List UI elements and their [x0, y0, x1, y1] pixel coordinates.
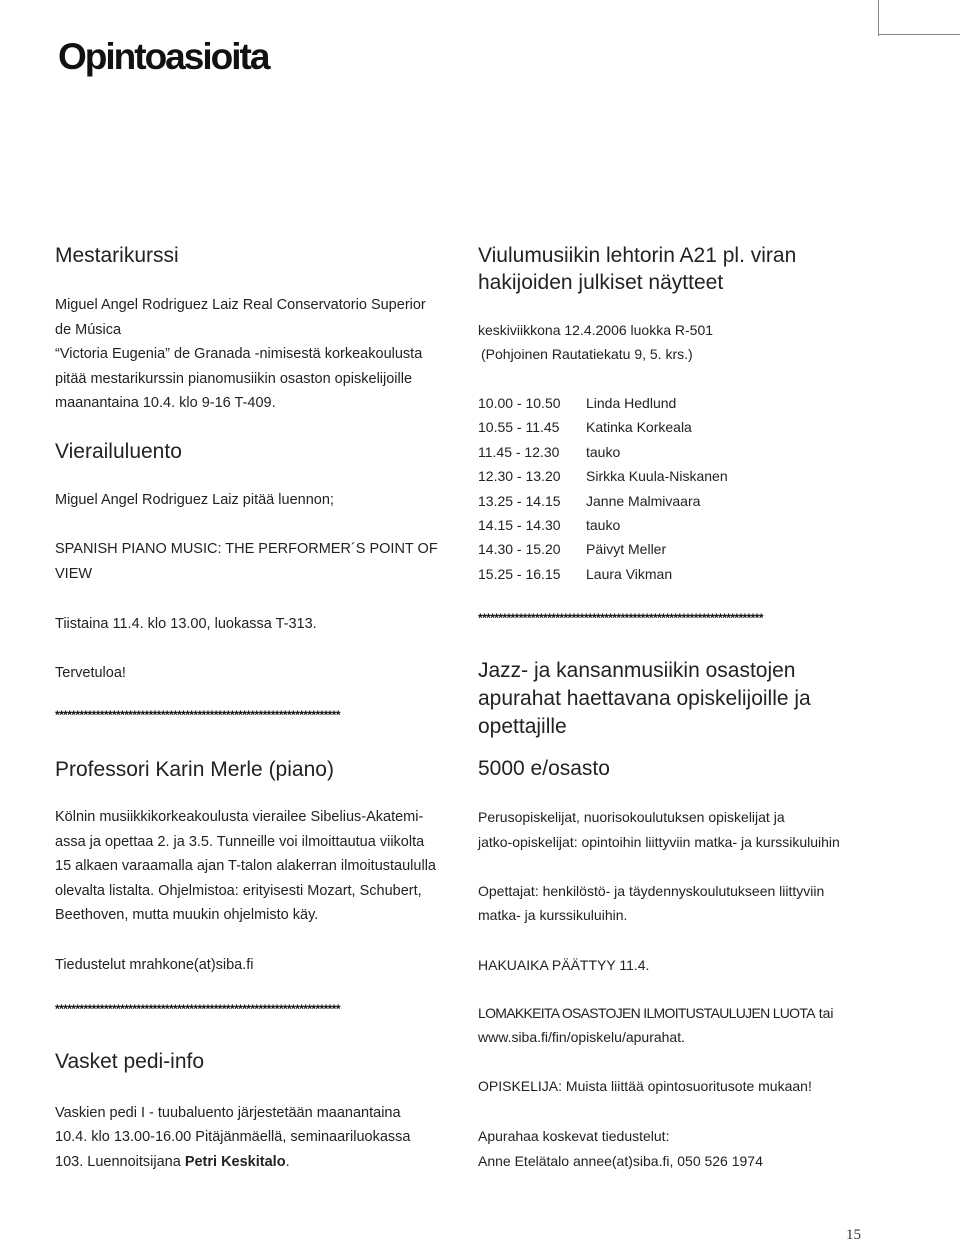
- schedule-time: 10.00 - 10.50: [478, 395, 561, 411]
- schedule-time: 14.30 - 15.20: [478, 541, 561, 558]
- schedule-name: Linda Hedlund: [586, 395, 677, 411]
- text-line: “Victoria Eugenia” de Granada -nimisestä korkeakoulusta: [55, 346, 423, 362]
- vasket-line-prefix: 103. Luennoitsijana: [55, 1154, 185, 1170]
- text-line: maanantaina 10.4. klo 9-16 T-409.: [55, 395, 276, 411]
- professori-contact: Tiedustelut mrahkone(at)siba.fi: [55, 957, 254, 973]
- welcome-text: Tervetuloa!: [55, 665, 126, 681]
- separator: **********************************************************************: [55, 708, 340, 722]
- inquiries-label: Apurahaa koskevat tiedustelut:: [478, 1128, 670, 1144]
- students-line: jatko-opiskelijat: opintoihin liittyviin matka- ja kurssikuluihin: [478, 834, 840, 850]
- grant-amount: 5000 e/osasto: [478, 757, 610, 780]
- schedule-name: Päivyt Meller: [586, 541, 667, 558]
- vierailuluento-intro: Miguel Angel Rodriguez Laiz pitää luennon;: [55, 492, 334, 508]
- jazz-heading-line: apurahat haettavana opiskelijoille ja: [478, 687, 811, 710]
- viulu-heading-line: hakijoiden julkiset näytteet: [478, 271, 724, 294]
- forms-url: www.siba.fi/fin/opiskelu/apurahat.: [478, 1029, 685, 1045]
- schedule-name: Katinka Korkeala: [586, 419, 692, 436]
- schedule-time: 15.25 - 16.15: [478, 565, 561, 582]
- mestarikurssi-text: [55, 293, 426, 416]
- page-title: Opintoasioita: [58, 36, 269, 77]
- lecturer-name: Petri Keskitalo: [184, 1154, 286, 1170]
- schedule-name: tauko: [586, 517, 621, 533]
- text-line: de Música: [55, 321, 122, 338]
- lecture-time: Tiistaina 11.4. klo 13.00, luokassa T-313.: [55, 616, 317, 632]
- audition-place: (Pohjoinen Rautatiekatu 9, 5. krs.): [481, 346, 693, 362]
- students-line: Perusopiskelijat, nuorisokoulutuksen opiskelijat ja: [478, 809, 785, 825]
- professori-text: [55, 805, 436, 928]
- forms-caps: LOMAKKEITA OSASTOJEN ILMOITUSTAULUJEN LUOTA: [478, 1005, 815, 1021]
- lecture-title-line: SPANISH PIANO MUSIC: THE PERFORMER´S POINT OF: [55, 541, 438, 557]
- lecture-title-line: VIEW: [55, 566, 93, 582]
- deadline: HAKUAIKA PÄÄTTYY 11.4.: [478, 957, 650, 973]
- schedule-name: Sirkka Kuula-Niskanen: [586, 468, 728, 485]
- teachers-line: Opettajat: henkilöstö- ja täydennyskoulutukseen liittyviin: [478, 883, 825, 899]
- schedule-time: 12.30 - 13.20: [478, 468, 561, 485]
- jazz-heading-line: Jazz- ja kansanmusiikin osastojen: [478, 659, 796, 682]
- page-number: 15: [846, 1227, 861, 1243]
- text-line: Kölnin musiikkikorkeakoulusta vierailee Sibelius-Akatemi-: [55, 809, 424, 825]
- schedule-name: Janne Malmivaara: [586, 492, 701, 509]
- vasket-heading: Vasket pedi-info: [55, 1050, 205, 1073]
- schedule-time: 11.45 - 12.30: [478, 443, 560, 460]
- text-line: 15 alkaen varaamalla ajan T-talon alakerran ilmoitustaululla: [55, 858, 436, 874]
- crop-mark: [878, 0, 879, 36]
- schedule-time: 14.15 - 14.30: [478, 517, 561, 533]
- jazz-heading-line: opettajille: [478, 715, 567, 738]
- forms-line: [478, 1001, 834, 1025]
- mestarikurssi-heading: Mestarikurssi: [55, 244, 179, 267]
- text-line: olevalta listalta. Ohjelmistoa: erityisesti Mozart, Schubert,: [55, 882, 422, 899]
- forms-tai: tai: [814, 1005, 834, 1021]
- schedule-time: 10.55 - 11.45: [478, 419, 560, 436]
- vasket-line-suffix: .: [285, 1154, 290, 1170]
- vasket-line: [55, 1150, 290, 1175]
- vasket-line: 10.4. klo 13.00-16.00 Pitäjänmäellä, seminaariluokassa: [55, 1129, 411, 1145]
- text-line: Beethoven, mutta muukin ohjelmisto käy.: [55, 907, 319, 923]
- crop-mark: [878, 34, 960, 35]
- separator: **********************************************************************: [478, 611, 763, 625]
- vierailuluento-heading: Vierailuluento: [55, 440, 182, 463]
- teachers-line: matka- ja kurssikuluihin.: [478, 907, 628, 923]
- schedule-time: 13.25 - 14.15: [478, 492, 561, 509]
- schedule-name: tauko: [586, 443, 621, 460]
- schedule-name: Laura Vikman: [586, 565, 673, 582]
- text-line: Miguel Angel Rodriguez Laiz Real Conservatorio Superior: [55, 297, 426, 313]
- audition-date: keskiviikkona 12.4.2006 luokka R-501: [478, 322, 714, 338]
- reminder: OPISKELIJA: Muista liittää opintosuoritusote mukaan!: [478, 1078, 812, 1094]
- separator: **********************************************************************: [55, 1002, 340, 1016]
- inquiries-contact: Anne Etelätalo annee(at)siba.fi, 050 526 1974: [478, 1153, 763, 1169]
- text-line: assa ja opettaa 2. ja 3.5. Tunneille voi ilmoittautua viikolta: [55, 833, 425, 850]
- text-line: pitää mestarikurssin pianomusiikin osaston opiskelijoille: [55, 370, 413, 387]
- professori-heading: Professori Karin Merle (piano): [55, 758, 334, 781]
- vasket-line: Vaskien pedi I - tuubaluento järjestetään maanantaina: [55, 1105, 401, 1121]
- audition-schedule: [478, 391, 778, 591]
- viulu-heading-line: Viulumusiikin lehtorin A21 pl. viran: [478, 244, 797, 267]
